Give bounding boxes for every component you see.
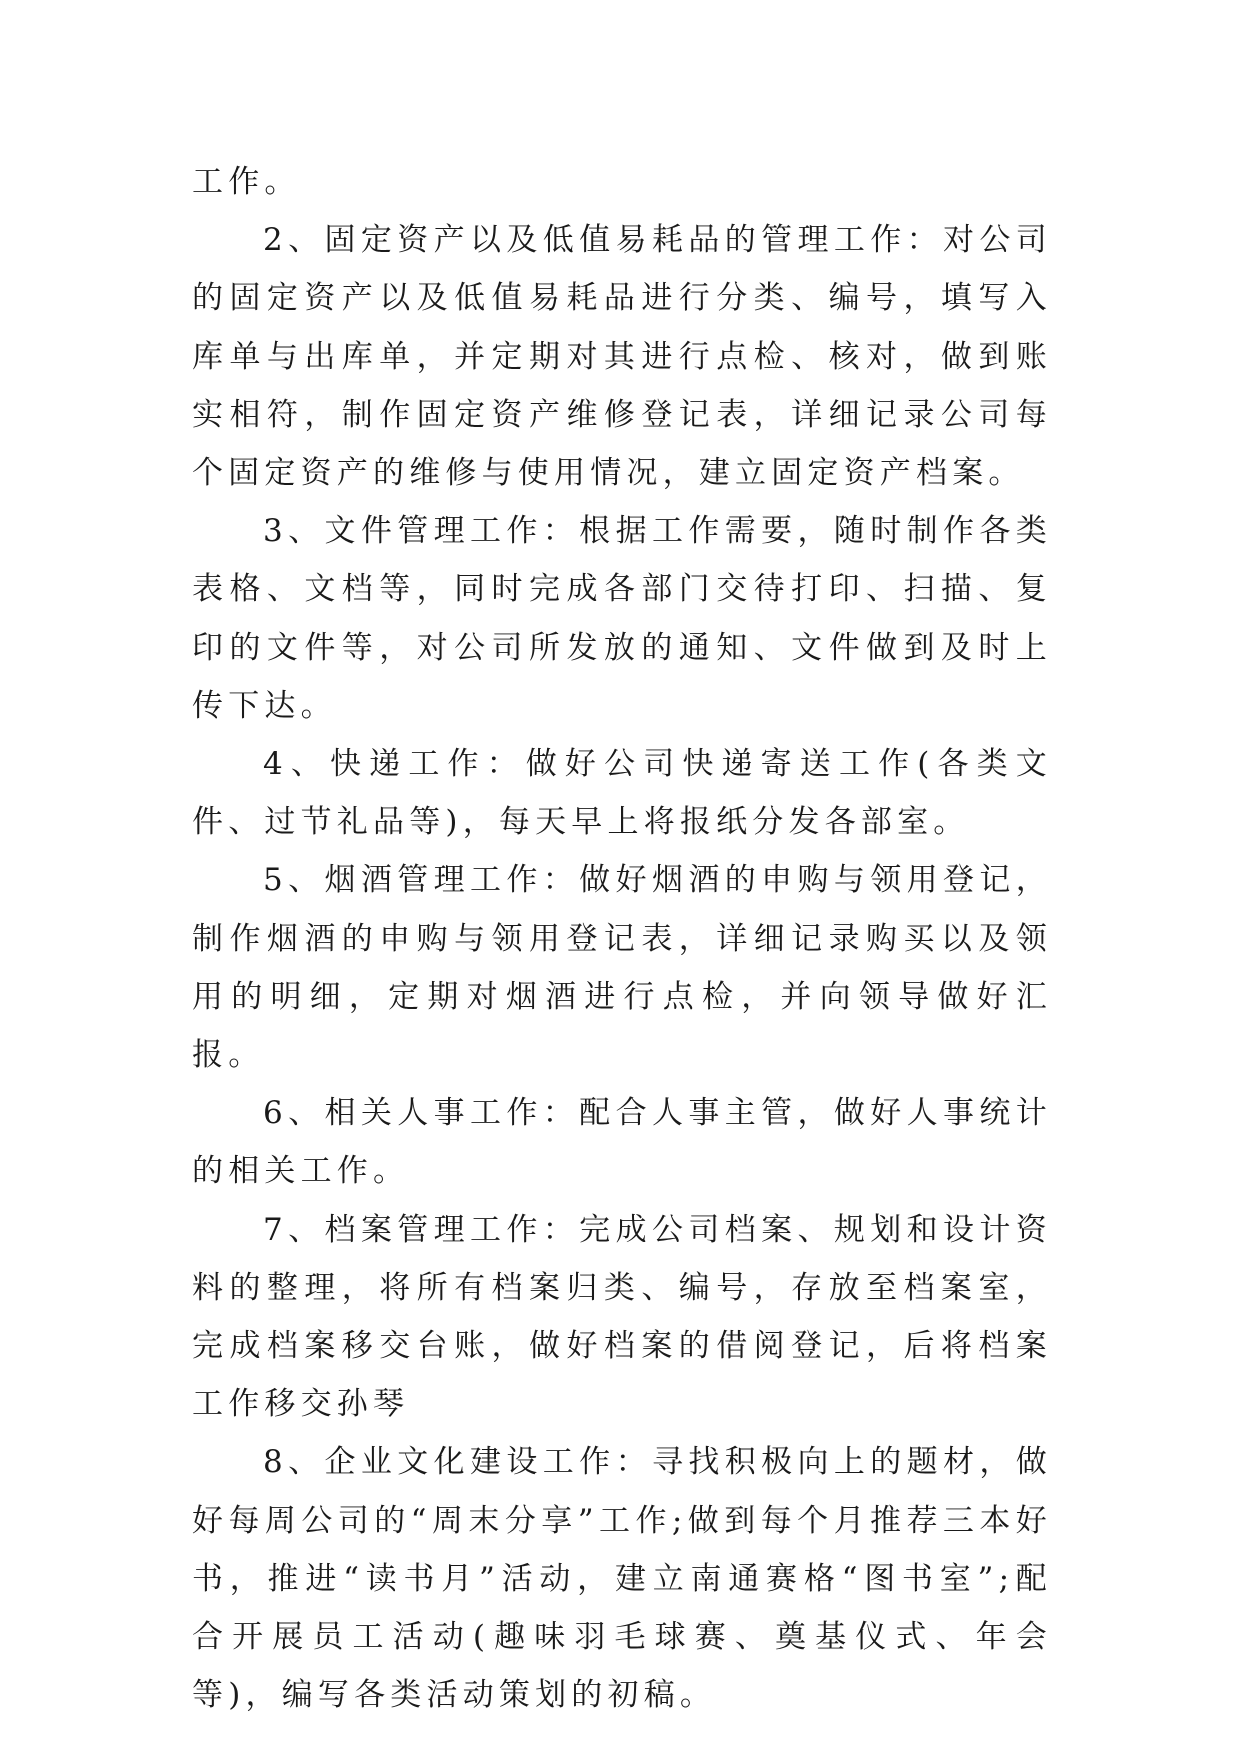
paragraph-express-delivery: 4、快递工作：做好公司快递寄送工作(各类文件、过节礼品等)，每天早上将报纸分发各部室。	[192, 746, 1052, 841]
paragraph-archives: 7、档案管理工作：完成公司档案、规划和设计资料的整理，将所有档案归类、编号，存放至档案室，完成档案移交台账，做好档案的借阅登记，后将档案工作移交孙琴	[192, 1211, 1052, 1423]
paragraph-file-management: 3、文件管理工作：根据工作需要，随时制作各类表格、文档等，同时完成各部门交待打印、扫描、复印的文件等，对公司所发放的通知、文件做到及时上传下达。	[192, 513, 1052, 724]
paragraph-continuation: 工作。	[192, 164, 301, 200]
paragraph-corporate-culture: 8、企业文化建设工作：寻找积极向上的题材，做好每周公司的“周末分享”工作;做到每个月推荐三本好书，推进“读书月”活动，建立南通赛格“图书室”;配合开展员工活动(趣味羽毛球赛、奠基仪式、年会等)，编写各类活动策划的初稿。	[192, 1444, 1052, 1714]
paragraph-personnel: 6、相关人事工作：配合人事主管，做好人事统计的相关工作。	[192, 1095, 1052, 1190]
paragraph-tobacco-alcohol: 5、烟酒管理工作：做好烟酒的申购与领用登记，制作烟酒的申购与领用登记表，详细记录购买以及领用的明细，定期对烟酒进行点检，并向领导做好汇报。	[192, 862, 1052, 1074]
document-body	[192, 153, 1052, 1724]
paragraph-fixed-assets: 2、固定资产以及低值易耗品的管理工作：对公司的固定资产以及低值易耗品进行分类、编号，填写入库单与出库单，并定期对其进行点检、核对，做到账实相符，制作固定资产维修登记表，详细记录公司每个固定资产的维修与使用情况，建立固定资产档案。	[192, 222, 1052, 492]
